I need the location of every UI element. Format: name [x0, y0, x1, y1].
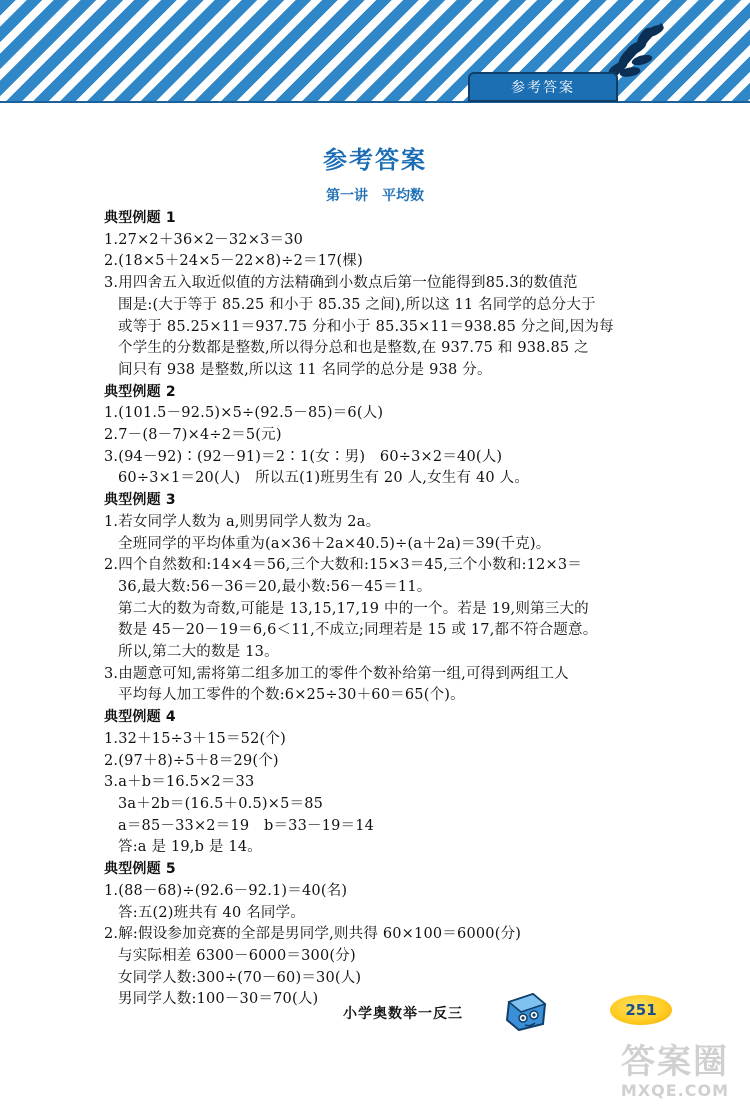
answer-line: 3.(94－92)∶(92－91)＝2∶1(女∶男) 60÷3×2＝40(人) [104, 448, 503, 465]
answer-line: 1.(88－68)÷(92.6－92.1)＝40(名) [104, 882, 348, 899]
answer-line: 个学生的分数都是整数,所以得分总和也是整数,在 937.75 和 938.85 之 [118, 340, 589, 357]
page-number: 251 [610, 995, 672, 1025]
answer-line: 2.解:假设参加竞赛的全部是男同学,则共得 60×100＝6000(分) [104, 926, 522, 943]
answer-line: 全班同学的平均体重为(a×36＋2a×40.5)÷(a＋2a)＝39(千克)。 [118, 535, 551, 552]
answer-content [104, 208, 664, 1011]
answer-line: 答:a 是 19,b 是 14。 [118, 839, 262, 856]
lesson-subtitle: 第一讲 平均数 [326, 188, 424, 204]
answer-line: 女同学人数:300÷(70－60)＝30(人) [118, 969, 362, 986]
answer-line: 60÷3×1＝20(人) 所以五(1)班男生有 20 人,女生有 40 人。 [118, 470, 530, 487]
section-tab: 参考答案 [468, 72, 618, 102]
section-heading: 典型例题 5 [104, 861, 176, 878]
answer-line: 2.(18×5＋24×5－22×8)÷2＝17(棵) [104, 253, 363, 270]
answer-line: 平均每人加工零件的个数:6×25÷30＋60＝65(个)。 [118, 687, 465, 704]
answer-line: 间只有 938 是整数,所以这 11 名同学的总分是 938 分。 [118, 361, 492, 378]
answer-line: 所以,第二大的数是 13。 [118, 644, 279, 661]
answer-line: 3.由题意可知,需将第二组多加工的零件个数补给第一组,可得到两组工人 [104, 665, 569, 682]
answer-line: 3.a＋b＝16.5×2＝33 [104, 774, 255, 791]
section-heading: 典型例题 4 [104, 709, 176, 726]
book-title: 小学奥数举一反三 [343, 1006, 463, 1022]
answer-line: 答:五(2)班共有 40 名同学。 [118, 904, 305, 921]
watermark-logo [610, 1042, 740, 1104]
answer-line: 1.27×2＋36×2－32×3＝30 [104, 231, 304, 248]
answer-line: 3a＋2b＝(16.5＋0.5)×5＝85 [118, 795, 324, 812]
watermark-text: 答案圈 [621, 1042, 729, 1082]
answer-line: 男同学人数:100－30＝70(人) [118, 991, 319, 1008]
answer-line: 围是:(大于等于 85.25 和小于 85.35 之间),所以这 11 名同学的总分大于 [118, 296, 596, 313]
answer-line: 1.若女同学人数为 a,则男同学人数为 2a。 [104, 513, 381, 530]
answer-line: 第二大的数为奇数,可能是 13,15,17,19 中的一个。若是 19,则第三大的 [118, 600, 589, 617]
answer-line: 1.32＋15÷3＋15＝52(个) [104, 730, 286, 747]
answer-line: 数是 45－20－19＝6,6＜11,不成立;同理若是 15 或 17,都不符合题意。 [118, 622, 598, 639]
answer-line: 2.(97＋8)÷5＋8＝29(个) [104, 752, 279, 769]
answer-line: 或等于 85.25×11＝937.75 分和小于 85.35×11＝938.85 分之间,因为每 [118, 318, 614, 335]
section-heading: 典型例题 3 [104, 492, 176, 509]
answer-line: 1.(101.5－92.5)×5÷(92.5－85)＝6(人) [104, 405, 384, 422]
answer-line: 36,最大数:56－36＝20,最小数:56－45＝11。 [118, 578, 432, 595]
page-title: 参考答案 [323, 146, 427, 174]
answer-line: 与实际相差 6300－6000＝300(分) [118, 947, 356, 964]
watermark-url: MXQE.COM [620, 1081, 730, 1100]
section-heading: 典型例题 1 [104, 210, 176, 226]
section-heading: 典型例题 2 [104, 383, 176, 400]
answer-line: a＝85－33×2＝19 b＝33－19＝14 [118, 817, 375, 834]
answer-line: 3.用四舍五入取近似值的方法精确到小数点后第一位能得到85.3的数值范 [104, 275, 578, 292]
mascot-icon [503, 990, 549, 1032]
answer-line: 2.四个自然数和:14×4＝56,三个大数和:15×3＝45,三个小数和:12×3＝ [104, 557, 582, 574]
answer-line: 2.7－(8－7)×4÷2＝5(元) [104, 427, 282, 444]
